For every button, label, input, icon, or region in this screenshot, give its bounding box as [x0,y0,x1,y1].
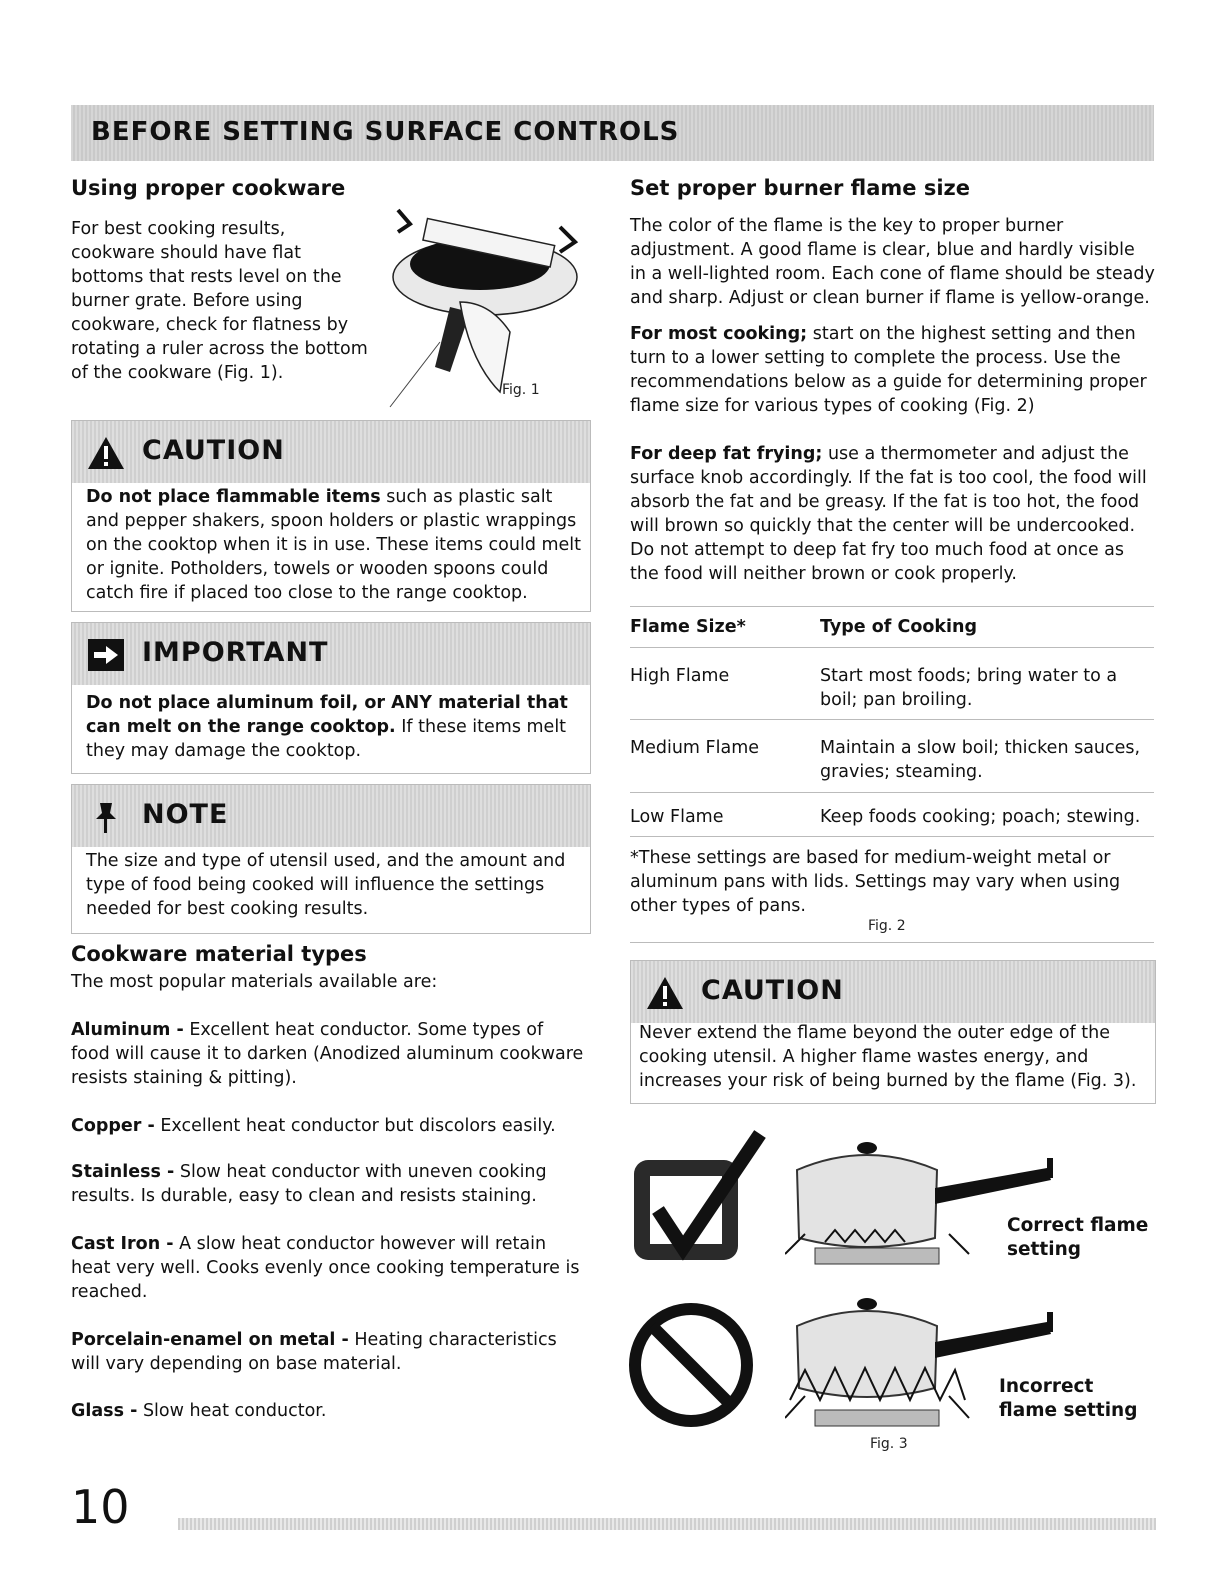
flame-p2-text: start on the highest setting and then turn to a lower setting to complete the process. Use the recommendations below as a guide for determining proper flame size for various types of cooking (Fig. 2) [630,324,1147,416]
material-item [71,1114,586,1138]
material-name: Aluminum - [71,1020,184,1040]
divider [630,942,1154,943]
flame-p1: The color of the flame is the key to proper burner adjustment. A good flame is clear, blue and hardly visible in a well-lighted room. Each cone of flame should be steady and sharp. Adjust or clean burner if flame is yellow-orange. [630,216,1155,308]
table-row [630,648,1154,720]
fig-1-label: Fig. 1 [502,382,540,398]
material-item [71,1232,591,1304]
warning-icon [86,435,126,471]
table-cell: High Flame [630,666,730,686]
warning-icon [645,975,685,1011]
table-row [630,720,1154,793]
caution-box-2 [630,960,1156,1104]
materials-heading: Cookware material types [71,942,367,966]
correct-flame-label: Correct flame setting [1007,1215,1149,1260]
table-cell: Medium Flame [630,738,760,758]
material-item [71,1018,586,1090]
footer-bar [178,1518,1156,1530]
ruler-pan-illustration [380,192,600,412]
flame-heading: Set proper burner flame size [630,176,971,200]
table-cell: Low Flame [630,807,724,827]
material-desc: Excellent heat conductor but discolors easily. [154,1116,556,1136]
material-name: Copper - [71,1116,155,1136]
important-title: IMPORTANT [142,637,329,668]
material-desc: Heating characteristics will vary depending on base material. [71,1330,557,1374]
material-item [71,1399,586,1423]
important-bold: Do not place aluminum foil, or ANY material that can melt on the range cooktop. [86,693,568,737]
material-item [71,1328,591,1376]
section-banner [71,105,1154,161]
note-box [71,784,591,934]
caution-2-header [631,961,1155,1023]
caution-rest: such as plastic salt and pepper shakers, spoon holders or plastic wrappings on the cooktop when it is in use. These items could melt or ignite. Potholders, towels or wooden spoons could catch fire if placed too close to the range cooktop. [86,487,582,603]
note-header [72,785,590,847]
caution-2-text: Never extend the flame beyond the outer edge of the cooking utensil. A higher flame wastes energy, and increases your risk of being burned by the flame (Fig. 3). [639,1023,1137,1091]
table-cell: Keep foods cooking; poach; stewing. [820,807,1141,827]
flame-p3-bold: For deep fat frying; [630,444,823,464]
column-header: Flame Size* [630,617,746,637]
material-name: Cast Iron - [71,1234,174,1254]
material-desc: Slow heat conductor. [137,1401,327,1421]
fig-3-label: Fig. 3 [870,1436,908,1452]
table-cell: Start most foods; bring water to a boil; pan broiling. [820,666,1118,710]
table-row [630,793,1154,837]
pushpin-icon [86,799,126,835]
fig-2-label: Fig. 2 [868,918,906,934]
column-header: Type of Cooking [820,617,977,637]
flame-p3-text: use a thermometer and adjust the surface knob accordingly. If the fat is too cool, the food will absorb the fat and be greasy. If the fat is too hot, the food will brown so quickly that the center will be undercooked. Do not attempt to deep fat fry too much food at once as the food will neither brown or cook properly. [630,444,1147,584]
material-desc: A slow heat conductor however will retain heat very well. Cooks evenly once cooking temperature is reached. [71,1234,580,1302]
caution-2-title: CAUTION [701,975,844,1006]
table-header [630,606,1154,648]
flame-p3 [630,442,1155,586]
important-text [86,691,584,763]
important-header [72,623,590,685]
note-text: The size and type of utensil used, and the amount and type of food being cooked will influence the settings needed for best cooking results. [86,851,566,919]
material-name: Porcelain-enamel on metal - [71,1330,349,1350]
material-name: Glass - [71,1401,138,1421]
prohibited-icon [626,1300,756,1430]
material-item [71,1160,551,1208]
caution-header [72,421,590,483]
caution-text [86,485,584,605]
note-title: NOTE [142,799,229,830]
incorrect-flame-label: Incorrect flame setting [999,1376,1138,1421]
flame-p2-bold: For most cooking; [630,324,808,344]
page-number: 10 [71,1480,130,1534]
cookware-heading: Using proper cookware [71,176,346,200]
material-desc: Slow heat conductor with uneven cooking results. Is durable, easy to clean and resists staining. [71,1162,547,1206]
table-footnote: *These settings are based for medium-weight metal or aluminum pans with lids. Settings may vary when using other types of pans. [630,848,1121,916]
caution-bold: Do not place flammable items [86,487,381,507]
materials-intro: The most popular materials available are: [71,972,438,992]
cookware-body: For best cooking results, cookware should have flat bottoms that rests level on the burner grate. Before using cookware, check for flatness by rotating a ruler across the bottom of the cookware (Fig. 1). [71,219,368,383]
table-cell: Maintain a slow boil; thicken sauces, gravies; steaming. [820,738,1141,782]
caution-title: CAUTION [142,435,285,466]
caution-box [71,420,591,612]
arrow-box-icon [86,637,126,673]
important-rest: If these items melt they may damage the cooktop. [86,717,567,761]
flame-p2 [630,322,1155,418]
flame-table [630,606,1154,837]
section-title: BEFORE SETTING SURFACE CONTROLS [91,117,680,147]
material-name: Stainless - [71,1162,175,1182]
material-desc: Excellent heat conductor. Some types of food will cause it to darken (Anodized aluminum cookware resists staining & pitting). [71,1020,584,1088]
checkmark-icon [628,1130,768,1270]
important-box [71,622,591,774]
